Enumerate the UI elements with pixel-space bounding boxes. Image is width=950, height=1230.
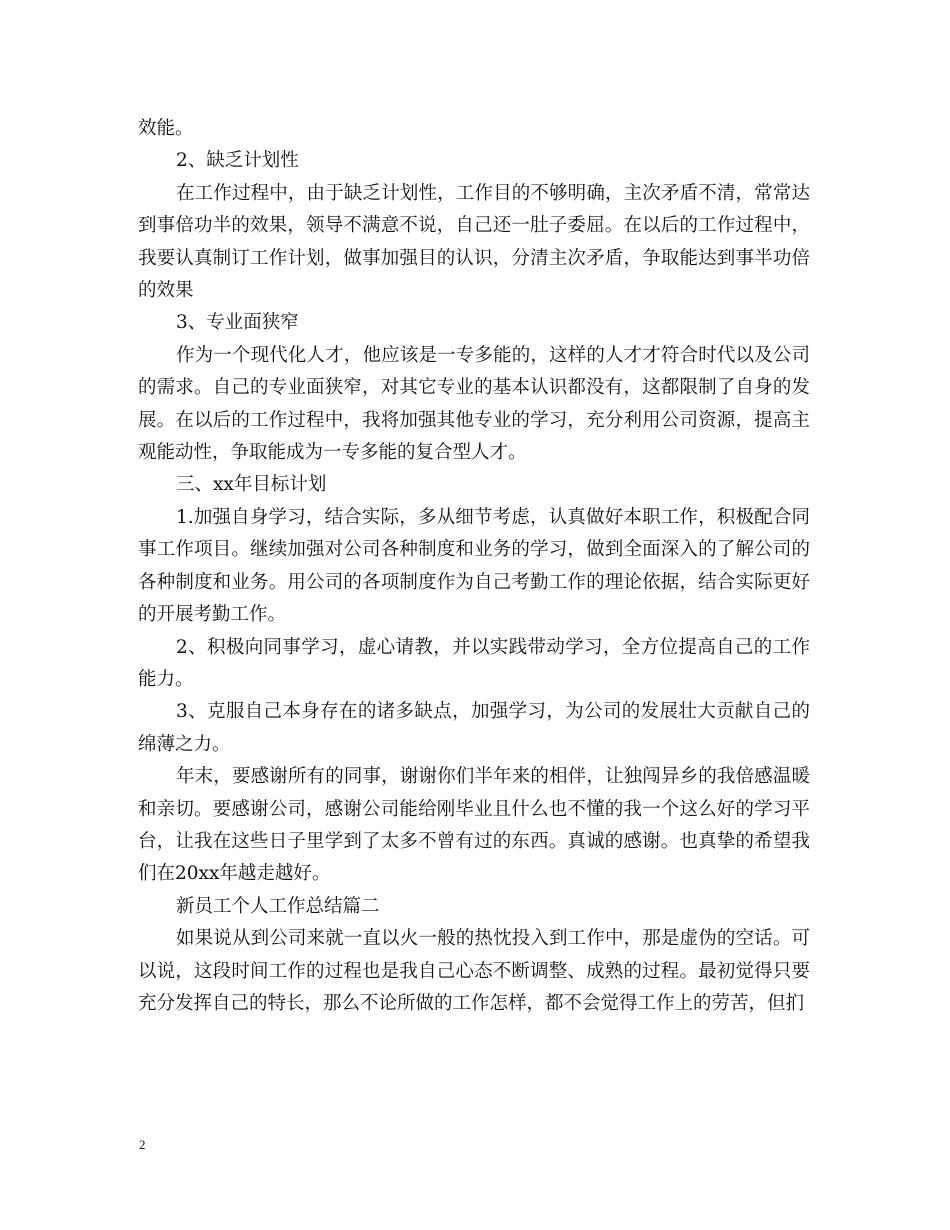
paragraph: 1.加强自身学习，结合实际，多从细节考虑，认真做好本职工作，积极配合同事工作项目。继续加强对公司各种制度和业务的学习，做到全面深入的了解公司的各种制度和业务。用公司的各项制度作为自己考勤工作的理论依据，结合实际更好的开展考勤工作。	[138, 506, 810, 626]
section-heading: 2、缺乏计划性	[176, 150, 299, 172]
paragraph: 在工作过程中，由于缺乏计划性，工作目的不够明确，主次矛盾不清，常常达到事倍功半的效果，领导不满意不说，自己还一肚子委屈。在以后的工作过程中，我要认真制订工作计划，做事加强目的认识，分清主次矛盾，争取能达到事半功倍的效果	[138, 182, 810, 302]
page-number: 2	[139, 1137, 146, 1152]
paragraph: 年末，要感谢所有的同事，谢谢你们半年来的相伴，让独闯异乡的我倍感温暖和亲切。要感谢公司，感谢公司能给刚毕业且什么也不懂的我一个这么好的学习平台，让我在这些日子里学到了太多不曾有过的东西。真诚的感谢。也真挚的希望我们在20xx年越走越好。	[138, 766, 810, 885]
paragraph: 3、克服自己本身存在的诸多缺点，加强学习，为公司的发展壮大贡献自己的绵薄之力。	[138, 701, 810, 755]
section-heading: 三、xx年目标计划	[176, 474, 327, 496]
section-heading: 新员工个人工作总结篇二	[176, 895, 380, 917]
paragraph: 作为一个现代化人才，他应该是一专多能的，这样的人才才符合时代以及公司的需求。自己的专业面狭窄，对其它专业的基本认识都没有，这都限制了自身的发展。在以后的工作过程中，我将加强其他专业的学习，充分利用公司资源，提高主观能动性，争取能成为一专多能的复合型人才。	[138, 344, 810, 464]
paragraph: 效能。	[138, 118, 194, 139]
section-heading: 3、专业面狭窄	[176, 312, 299, 334]
document-body	[138, 113, 810, 1020]
paragraph: 2、积极向同事学习，虚心请教，并以实践带动学习，全方位提高自己的工作能力。	[138, 636, 810, 690]
paragraph: 如果说从到公司来就一直以火一般的热忱投入到工作中，那是虚伪的空话。可以说，这段时间工作的过程也是我自己心态不断调整、成熟的过程。最初觉得只要充分发挥自己的特长，那么不论所做的工作怎样，都不会觉得工作上的劳苦，但扪	[138, 928, 810, 1014]
